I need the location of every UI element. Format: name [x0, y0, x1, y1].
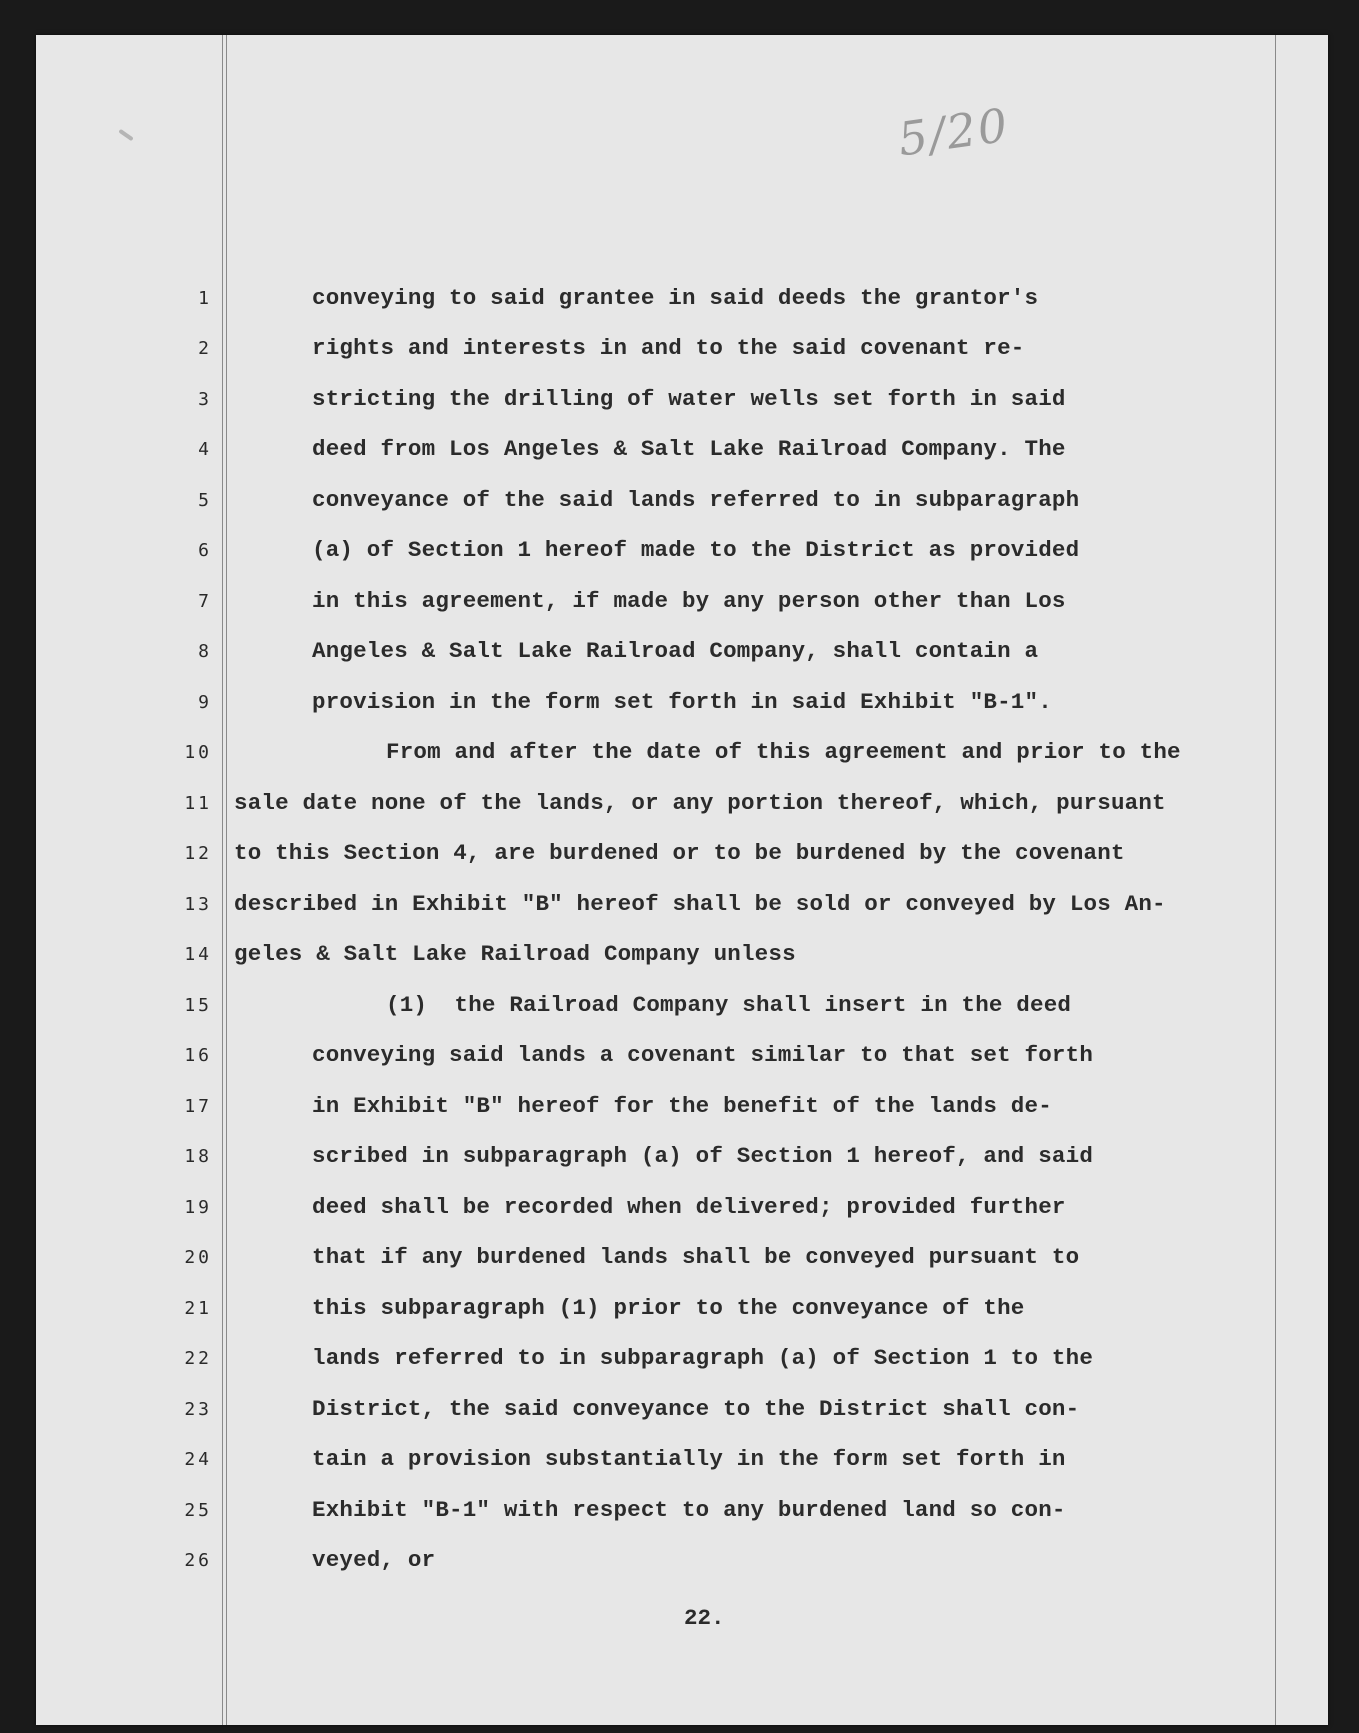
text-line: deed from Los Angeles & Salt Lake Railroad Company. The	[312, 436, 1066, 462]
text-line: in Exhibit "B" hereof for the benefit of the lands de-	[312, 1093, 1052, 1119]
margin-rule-right	[1275, 35, 1276, 1725]
line-number: 7	[198, 591, 212, 612]
subparagraph-start-line: (1) the Railroad Company shall insert in the deed	[386, 992, 1072, 1018]
line-number: 16	[184, 1045, 212, 1066]
line-number: 4	[198, 439, 212, 460]
line-number: 2	[198, 338, 212, 359]
text-line: this subparagraph (1) prior to the conveyance of the	[312, 1295, 1025, 1321]
text-line: in this agreement, if made by any person other than Los	[312, 588, 1066, 614]
line-number: 12	[184, 843, 212, 864]
line-number: 26	[184, 1550, 212, 1571]
line-number: 14	[184, 944, 212, 965]
line-number: 11	[184, 793, 212, 814]
line-number: 22	[184, 1348, 212, 1369]
line-number: 24	[184, 1449, 212, 1470]
text-line: rights and interests in and to the said covenant re-	[312, 335, 1025, 361]
line-number: 13	[184, 894, 212, 915]
text-line: veyed, or	[312, 1547, 436, 1573]
paper-mark	[118, 129, 133, 141]
line-number: 25	[184, 1500, 212, 1521]
text-line: tain a provision substantially in the form set forth in	[312, 1446, 1066, 1472]
text-line: that if any burdened lands shall be conveyed pursuant to	[312, 1244, 1080, 1270]
handwritten-note: 5/20	[894, 97, 1013, 167]
text-line: to this Section 4, are burdened or to be burdened by the covenant	[234, 840, 1125, 866]
text-line: sale date none of the lands, or any portion thereof, which, pursuant	[234, 790, 1166, 816]
text-line: Angeles & Salt Lake Railroad Company, shall contain a	[312, 638, 1039, 664]
text-line: District, the said conveyance to the District shall con-	[312, 1396, 1080, 1422]
line-number: 18	[184, 1146, 212, 1167]
line-number: 15	[184, 995, 212, 1016]
text-line: conveying to said grantee in said deeds the grantor's	[312, 285, 1039, 311]
line-number: 6	[198, 540, 212, 561]
line-number: 5	[198, 490, 212, 511]
line-number: 17	[184, 1096, 212, 1117]
text-line: provision in the form set forth in said Exhibit "B-1".	[312, 689, 1052, 715]
text-line: conveyance of the said lands referred to in subparagraph	[312, 487, 1080, 513]
text-line: scribed in subparagraph (a) of Section 1 hereof, and said	[312, 1143, 1094, 1169]
line-number: 21	[184, 1298, 212, 1319]
text-line: lands referred to in subparagraph (a) of Section 1 to the	[312, 1345, 1094, 1371]
text-line: (a) of Section 1 hereof made to the District as provided	[312, 537, 1080, 563]
line-number: 9	[198, 692, 212, 713]
line-number: 1	[198, 288, 212, 309]
text-line: deed shall be recorded when delivered; provided further	[312, 1194, 1066, 1220]
text-line: described in Exhibit "B" hereof shall be sold or conveyed by Los An-	[234, 891, 1166, 917]
text-line: stricting the drilling of water wells set forth in said	[312, 386, 1066, 412]
page-number: 22.	[684, 1605, 725, 1631]
line-number: 20	[184, 1247, 212, 1268]
line-number: 23	[184, 1399, 212, 1420]
document-page	[36, 35, 1328, 1725]
margin-rule-left-outer	[222, 35, 223, 1725]
text-line: geles & Salt Lake Railroad Company unless	[234, 941, 796, 967]
paragraph-start-line: From and after the date of this agreement and prior to the	[386, 739, 1181, 765]
line-number: 19	[184, 1197, 212, 1218]
margin-rule-left-inner	[226, 35, 227, 1725]
text-line: Exhibit "B-1" with respect to any burdened land so con-	[312, 1497, 1066, 1523]
text-line: conveying said lands a covenant similar to that set forth	[312, 1042, 1094, 1068]
line-number: 3	[198, 389, 212, 410]
line-number: 8	[198, 641, 212, 662]
line-number: 10	[184, 742, 212, 763]
